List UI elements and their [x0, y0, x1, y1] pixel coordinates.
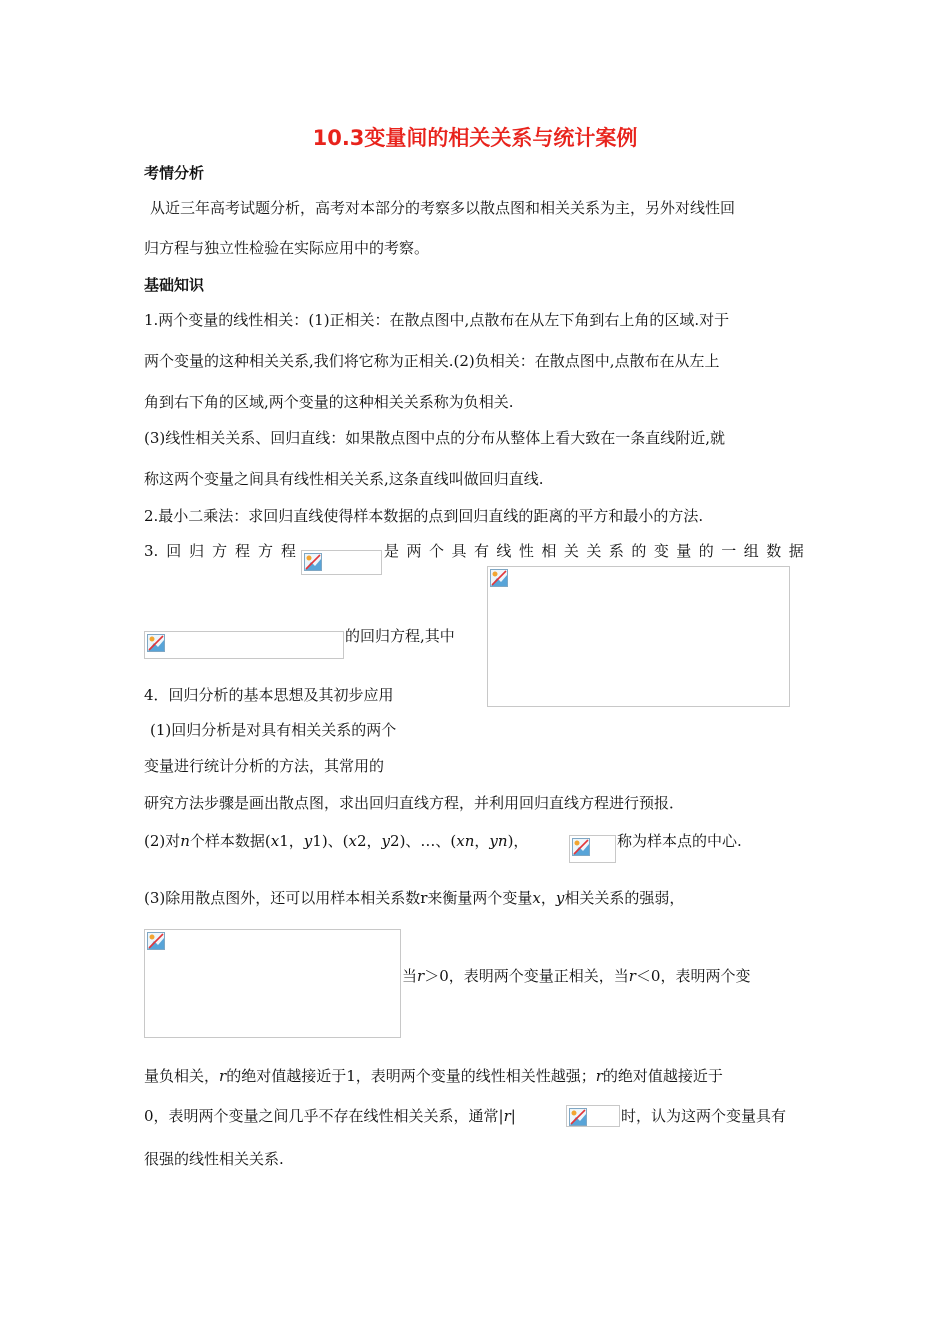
paragraph-5-line-3: 研究方法步骤是画出散点图，求出回归直线方程，并利用回归直线方程进行预报．: [144, 794, 685, 812]
page-title: 10.3变量间的相关关系与统计案例: [312, 126, 638, 150]
threshold-image: [566, 1105, 620, 1127]
broken-image-icon: [147, 932, 165, 950]
paragraph-6-end: 称为样本点的中心.: [617, 832, 742, 850]
broken-image-icon: [304, 553, 322, 571]
broken-image-icon: [490, 569, 508, 587]
paragraph-4-line-2: 的回归方程,其中: [345, 627, 455, 645]
paragraph-2-line-1: (3)线性相关关系、回归直线：如果散点图中点的分布从整体上看大致在一条直线附近,就: [144, 429, 726, 447]
paragraph-6: (2)对n个样本数据(x1，y1)、(x2，y2)、…、(xn，yn)，: [144, 832, 529, 850]
paragraph-5-line-1: (1)回归分析是对具有相关关系的两个: [150, 721, 397, 739]
paragraph-4-left: 3. 回 归 方 程 方 程: [144, 542, 296, 560]
paragraph-5-heading: 4．回归分析的基本思想及其初步应用: [144, 686, 394, 704]
paragraph-1-line-1: 1.两个变量的线性相关：(1)正相关：在散点图中,点散布在从左下角到右上角的区域.对于: [144, 311, 730, 329]
paragraph-10: 0，表明两个变量之间几乎不存在线性相关关系，通常|r|: [144, 1107, 516, 1125]
regression-equation-image: [301, 550, 382, 575]
broken-image-icon: [147, 634, 165, 652]
paragraph-5-line-2: 变量进行统计分析的方法，其常用的: [144, 757, 385, 775]
paragraph-1-line-2: 两个变量的这种相关关系,我们将它称为正相关.(2)负相关：在散点图中,点散布在从左上: [144, 352, 720, 370]
paragraph-1-line-3: 角到右下角的区域,两个变量的这种相关关系称为负相关.: [144, 393, 514, 411]
exam-analysis-line-2: 归方程与独立性检验在实际应用中的考察。: [144, 239, 430, 257]
broken-image-icon: [572, 838, 590, 856]
broken-image-icon: [569, 1108, 587, 1126]
section-heading-exam-analysis: 考情分析: [144, 164, 205, 182]
paragraph-4-right: 是 两 个 具 有 线 性 相 关 关 系 的 变 量 的 一 组 数 据: [384, 542, 804, 560]
correlation-coefficient-image: [144, 929, 401, 1038]
paragraph-10-end: 时，认为这两个变量具有: [621, 1107, 787, 1125]
exam-analysis-line-1: 从近三年高考试题分析，高考对本部分的考察多以散点图和相关关系为主，另外对线性回: [150, 199, 736, 217]
paragraph-11: 很强的线性相关关系.: [144, 1150, 284, 1168]
paragraph-9: 量负相关，r的绝对值越接近于1，表明两个变量的线性相关性越强；r的绝对值越接近于: [144, 1067, 723, 1085]
sample-center-image: [569, 835, 616, 863]
coefficient-formula-image: [487, 566, 790, 707]
paragraph-3: 2.最小二乘法：求回归直线使得样本数据的点到回归直线的距离的平方和最小的方法.: [144, 507, 704, 525]
data-set-image: [144, 631, 344, 659]
section-heading-basic-knowledge: 基础知识: [144, 276, 205, 294]
paragraph-8: 当r＞0，表明两个变量正相关，当r＜0，表明两个变: [402, 967, 751, 985]
paragraph-2-line-2: 称这两个变量之间具有线性相关关系,这条直线叫做回归直线.: [144, 470, 544, 488]
paragraph-7: (3)除用散点图外，还可以用样本相关系数r来衡量两个变量x，y相关关系的强弱，: [144, 889, 685, 907]
